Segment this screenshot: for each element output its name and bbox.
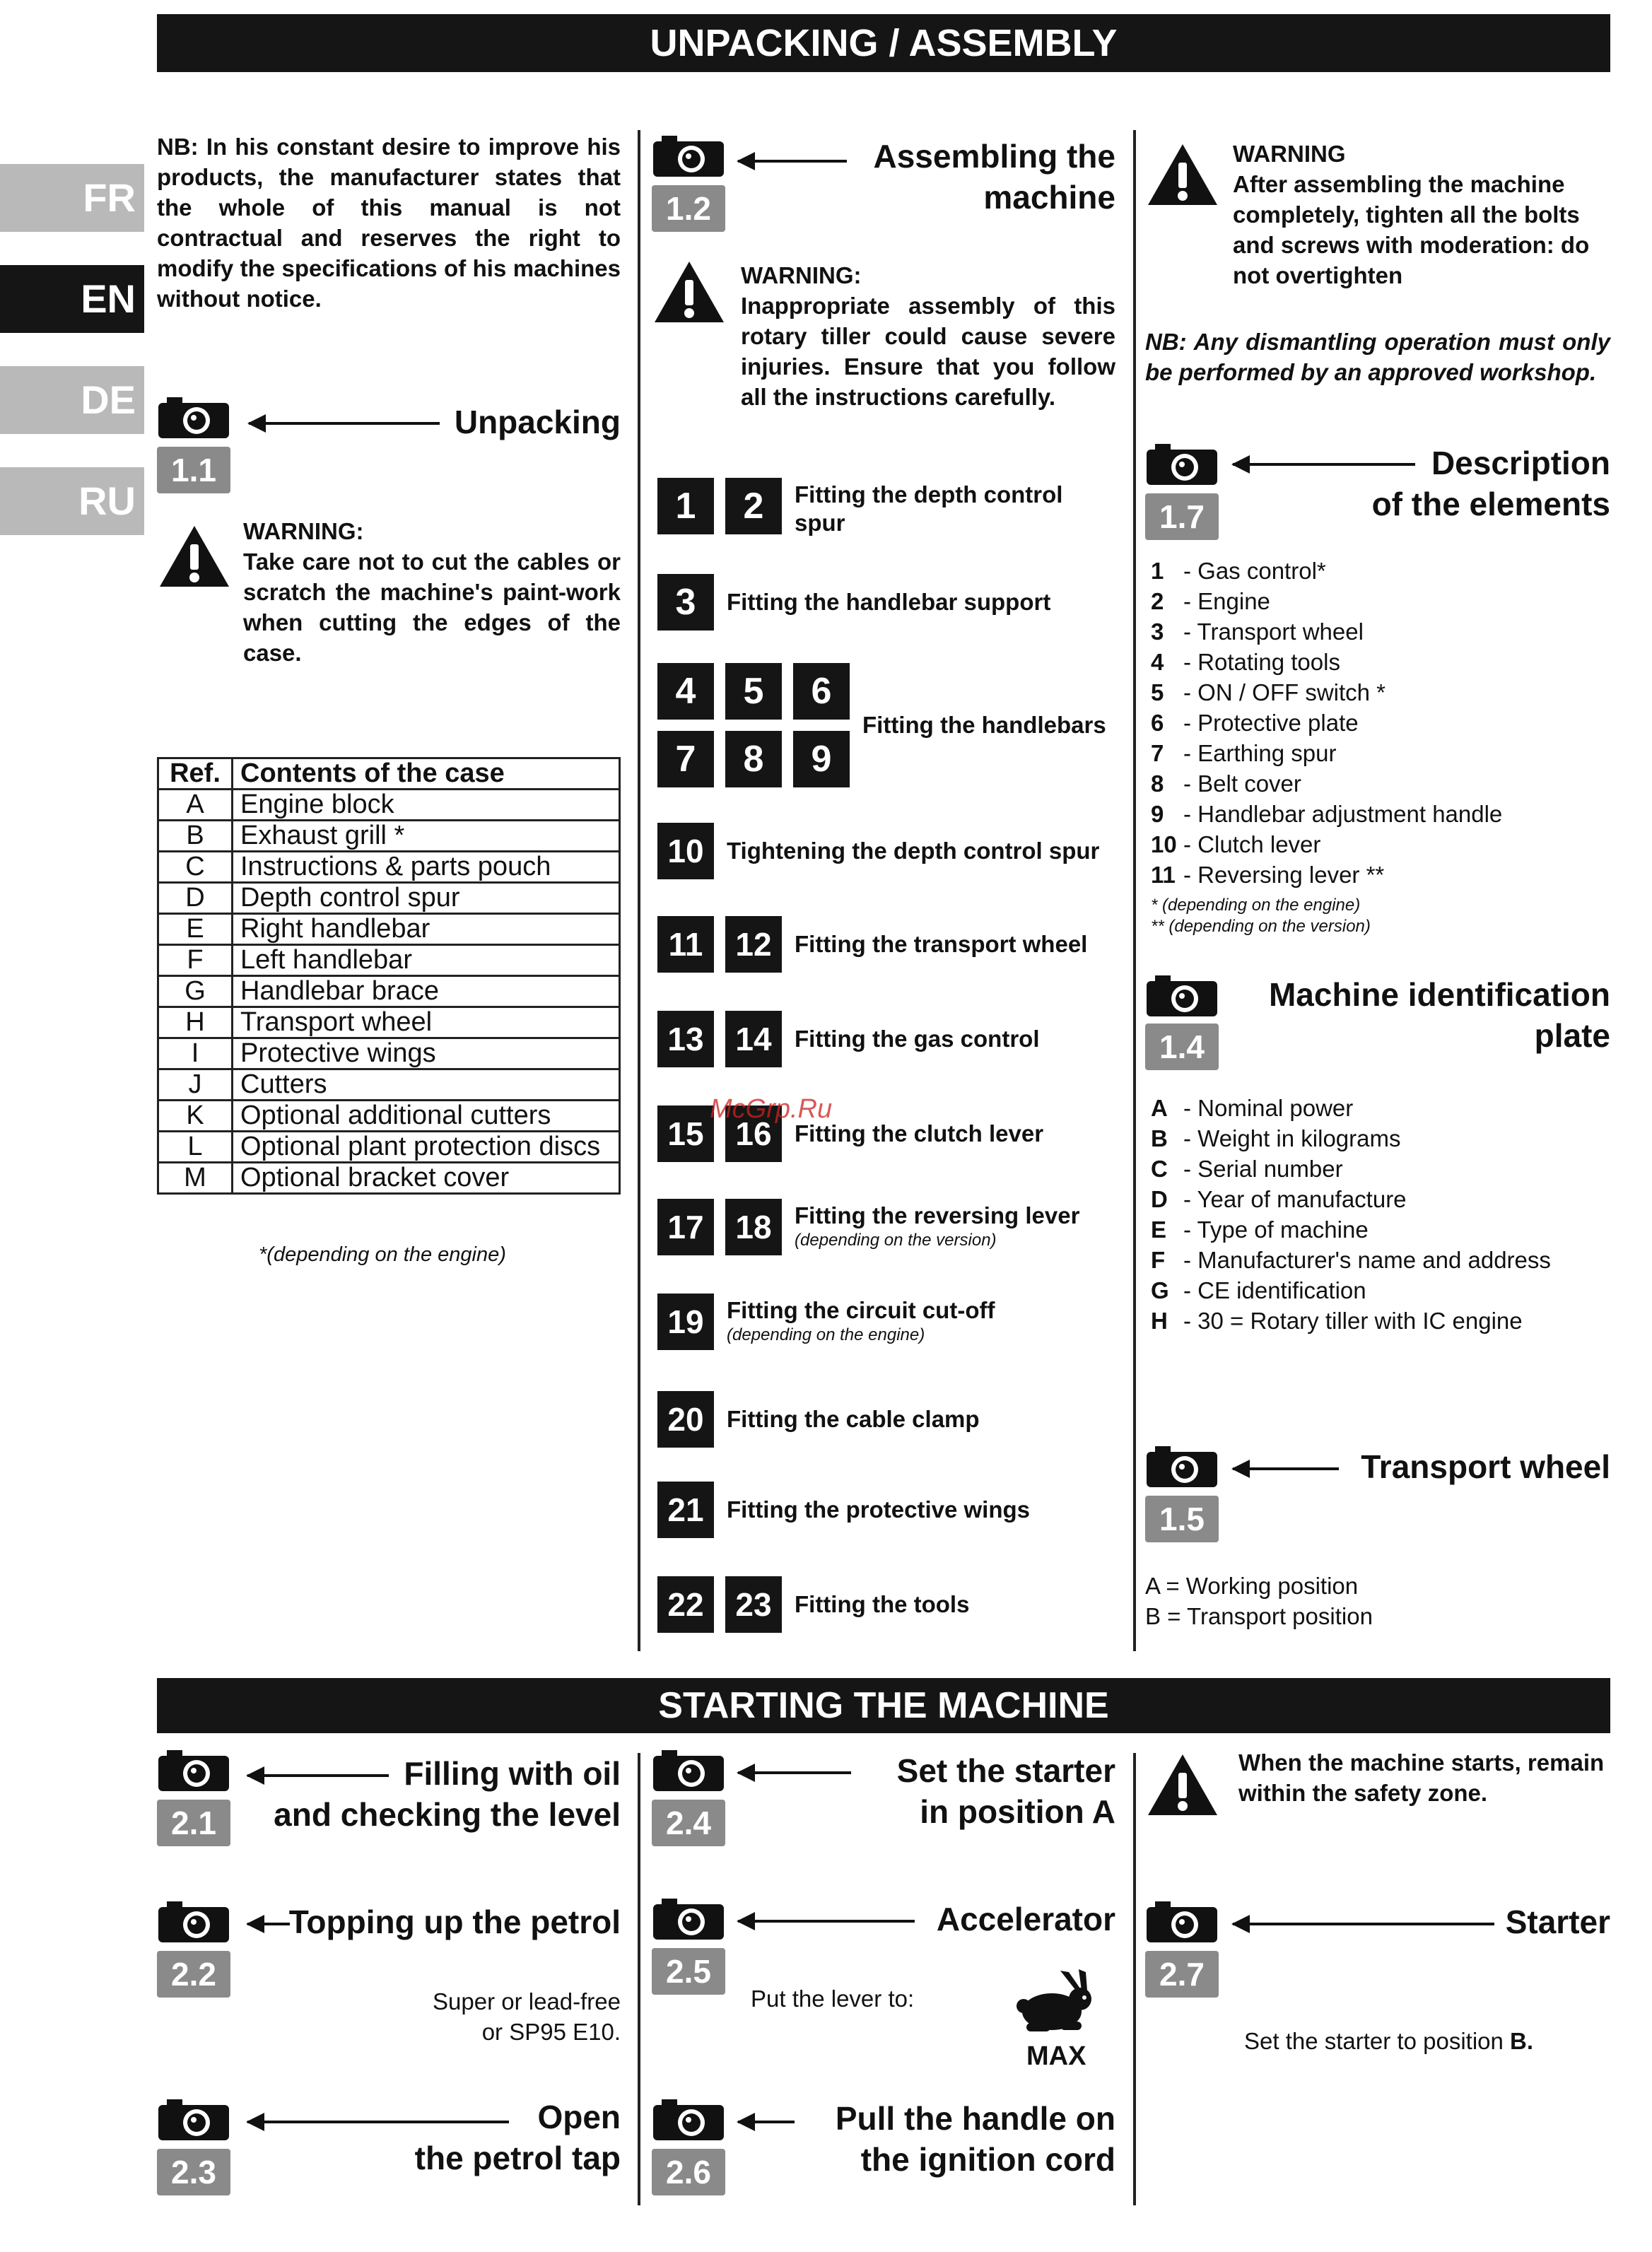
list-item [1151, 1184, 1610, 1214]
petrol-note-2: or SP95 E10. [481, 2019, 621, 2045]
right-warning-text: After assembling the machine completely, tighten all the bolts and screws with moderation: do not overtighten [1233, 171, 1590, 288]
contents-footnote: *(depending on the engine) [259, 1243, 506, 1266]
list-item-text: - Gas control* [1183, 558, 1326, 584]
heading-pull-handle-line2: the ignition cord [860, 2141, 1115, 2178]
table-cell-ref: H [158, 1007, 233, 1038]
figure-ref-1-5: 1.5 [1145, 1496, 1219, 1542]
step-number-box: 18 [725, 1199, 782, 1255]
arrow-pointer [738, 1771, 851, 1774]
step-label [727, 837, 1120, 865]
step-label-text: Fitting the cable clamp [727, 1406, 980, 1432]
list-item-key: A [1151, 1095, 1168, 1121]
list-item [1151, 616, 1610, 647]
list-item-key: G [1151, 1277, 1169, 1303]
list-item-text: - Year of manufacture [1183, 1186, 1407, 1212]
camera-icon [652, 1897, 725, 1945]
step-label [795, 1590, 1120, 1619]
table-row [158, 976, 620, 1007]
list-item-key: 9 [1151, 801, 1164, 827]
table-cell-content: Handlebar brace [233, 976, 620, 1007]
list-item-key: B [1151, 1125, 1168, 1151]
contents-table [157, 757, 621, 1195]
table-row [158, 914, 620, 945]
table-row [158, 1069, 620, 1101]
safety-zone-warning: When the machine starts, remain within the safety zone. [1238, 1749, 1605, 1806]
table-row [158, 883, 620, 914]
table-cell-ref: K [158, 1101, 233, 1132]
arrow-pointer [1233, 1467, 1339, 1470]
accelerator-note: Put the lever to: [751, 1986, 915, 2012]
table-cell-content: Optional plant protection discs [233, 1132, 620, 1163]
list-item-text: - Reversing lever ** [1183, 862, 1385, 888]
section-header-unpacking-text: UNPACKING / ASSEMBLY [650, 22, 1118, 64]
list-item [1151, 708, 1610, 738]
table-cell-ref: B [158, 821, 233, 852]
table-cell-content: Cutters [233, 1069, 620, 1101]
camera-icon [157, 1900, 230, 1947]
step-label [727, 588, 1120, 616]
table-row [158, 790, 620, 821]
table-cell-content: Protective wings [233, 1038, 620, 1069]
camera-icon [157, 1749, 230, 1796]
arrow-pointer [1233, 1923, 1494, 1925]
arrow-pointer [738, 1920, 915, 1923]
figure-ref-2-2: 2.2 [157, 1951, 230, 1998]
step-label [795, 481, 1120, 537]
table-cell-content: Engine block [233, 790, 620, 821]
list-item-text: - ON / OFF switch * [1183, 679, 1386, 705]
warning-icon [652, 259, 727, 329]
camera-icon [157, 2098, 230, 2145]
list-item-key: 3 [1151, 618, 1164, 645]
step-label-text: Fitting the circuit cut-off [727, 1297, 995, 1323]
table-cell-ref: E [158, 914, 233, 945]
heading-unpacking: Unpacking [454, 404, 621, 440]
list-item-key: 10 [1151, 831, 1177, 857]
list-item-text: - CE identification [1183, 1277, 1366, 1303]
table-row [158, 1101, 620, 1132]
table-row [158, 1007, 620, 1038]
step-label [862, 711, 1120, 739]
table-row [158, 821, 620, 852]
list-item-key: F [1151, 1247, 1166, 1273]
heading-topping-petrol: Topping up the petrol [288, 1904, 621, 1940]
camera-icon [652, 2098, 725, 2145]
list-item [1151, 1275, 1610, 1306]
list-item [1151, 1245, 1610, 1275]
description-list [1151, 556, 1610, 890]
heading-filling-oil-line1: Filling with oil [404, 1755, 621, 1792]
figure-ref-1-7: 1.7 [1145, 493, 1219, 540]
assembling-warning-title: WARNING: [741, 262, 862, 288]
step-label [795, 1202, 1120, 1251]
step-label-text: Fitting the reversing lever [795, 1202, 1080, 1228]
arrow-pointer [738, 160, 847, 163]
heading-description-line1: Description [1431, 445, 1610, 481]
step-number-box: 11 [657, 916, 714, 973]
unpacking-warning-text: Take care not to cut the cables or scratch the machine's paint-work when cutting the edges of the case. [243, 549, 621, 666]
section-header-starting-text: STARTING THE MACHINE [658, 1685, 1109, 1726]
figure-ref-2-6: 2.6 [652, 2149, 725, 2195]
table-row [158, 1132, 620, 1163]
step-label-note: (depending on the engine) [727, 1325, 925, 1344]
list-item [1151, 677, 1610, 708]
transport-position-a: A = Working position [1145, 1573, 1359, 1599]
table-cell-content: Optional additional cutters [233, 1101, 620, 1132]
table-header-row [158, 758, 620, 790]
list-item [1151, 829, 1610, 860]
arrow-pointer [249, 422, 440, 425]
step-label-text: Fitting the gas control [795, 1026, 1040, 1052]
heading-assembling-line1: Assembling the [873, 138, 1115, 175]
assembling-warning-text: Inappropriate assembly of this rotary tiller could cause severe injuries. Ensure that you follow all the instructions carefully. [741, 293, 1115, 410]
list-item-key: E [1151, 1216, 1167, 1243]
lang-tab-en[interactable]: EN [0, 265, 144, 333]
camera-icon [1145, 1445, 1219, 1492]
step-label [795, 1120, 1120, 1148]
heading-plate-line2: plate [1534, 1017, 1610, 1054]
description-note-1: * (depending on the engine) [1151, 896, 1361, 915]
heading-open-tap-line2: the petrol tap [414, 2140, 621, 2176]
camera-icon [652, 1749, 725, 1796]
table-cell-ref: G [158, 976, 233, 1007]
camera-icon [652, 134, 725, 182]
table-cell-ref: D [158, 883, 233, 914]
figure-ref-2-3: 2.3 [157, 2149, 230, 2195]
warning-icon [1145, 141, 1220, 211]
step-number-box: 16 [725, 1106, 782, 1162]
table-cell-ref: L [158, 1132, 233, 1163]
step-number-box: 17 [657, 1199, 714, 1255]
list-item-text: - Handlebar adjustment handle [1183, 801, 1503, 827]
table-cell-ref: I [158, 1038, 233, 1069]
camera-icon [157, 396, 230, 443]
list-item-key: C [1151, 1156, 1168, 1182]
step-label [795, 930, 1120, 958]
list-item-key: 7 [1151, 740, 1164, 766]
list-item-key: 2 [1151, 588, 1164, 614]
step-label [795, 1025, 1120, 1053]
heading-transport-wheel: Transport wheel [1361, 1448, 1610, 1485]
table-row [158, 852, 620, 883]
list-item-key: 5 [1151, 679, 1164, 705]
step-number-box: 2 [725, 478, 782, 534]
figure-ref-2-5: 2.5 [652, 1948, 725, 1995]
camera-icon [1145, 442, 1219, 490]
heading-starter-a-line1: Set the starter [896, 1752, 1115, 1789]
list-item-text: - Weight in kilograms [1183, 1125, 1401, 1151]
list-item [1151, 738, 1610, 768]
heading-description-line2: of the elements [1371, 486, 1610, 522]
figure-ref-2-1: 2.1 [157, 1800, 230, 1846]
list-item [1151, 1093, 1610, 1123]
nb-dismantling: NB: Any dismantling operation must only be performed by an approved workshop. [1145, 329, 1610, 385]
step-number-box: 6 [793, 663, 850, 720]
heading-filling-oil-line2: and checking the level [274, 1796, 621, 1833]
column-divider-3 [638, 1753, 640, 2205]
step-number-box: 12 [725, 916, 782, 973]
step-label-text: Fitting the depth control spur [795, 481, 1063, 536]
lang-tab-ru[interactable]: RU [0, 467, 144, 535]
list-item-text: - Rotating tools [1183, 649, 1340, 675]
list-item-key: 11 [1151, 862, 1176, 888]
right-warning-title: WARNING [1233, 141, 1346, 167]
heading-starter: Starter [1505, 1904, 1610, 1940]
watermark: McGrp.Ru [710, 1094, 833, 1124]
table-cell-ref: J [158, 1069, 233, 1101]
list-item-text: - Engine [1183, 588, 1270, 614]
step-number-box: 7 [657, 731, 714, 787]
camera-icon [1145, 974, 1219, 1021]
list-item [1151, 768, 1610, 799]
step-number-box: 9 [793, 731, 850, 787]
step-number-box: 3 [657, 574, 714, 631]
list-item [1151, 647, 1610, 677]
lang-tab-de[interactable]: DE [0, 366, 144, 434]
list-item [1151, 1306, 1610, 1336]
table-cell-content: Instructions & parts pouch [233, 852, 620, 883]
step-label-text: Fitting the handlebars [862, 712, 1106, 738]
list-item-text: - Nominal power [1183, 1095, 1354, 1121]
figure-ref-1-1: 1.1 [157, 447, 230, 493]
section-header-starting [157, 1678, 1610, 1733]
list-item-key: 6 [1151, 710, 1164, 736]
transport-position-b: B = Transport position [1145, 1603, 1373, 1629]
step-label-text: Fitting the tools [795, 1591, 970, 1617]
step-label-text: Fitting the transport wheel [795, 931, 1088, 957]
nb-intro: NB: In his constant desire to improve his products, the manufacturer states that the whole of this manual is not contractual and reserves the right to modify the specifications of his machines without notice. [157, 134, 621, 312]
list-item-text: - Manufacturer's name and address [1183, 1247, 1551, 1273]
table-cell-content: Exhaust grill * [233, 821, 620, 852]
plate-list [1151, 1093, 1610, 1336]
heading-open-tap-line1: Open [537, 2099, 621, 2135]
table-header-ref: Ref. [158, 758, 233, 790]
step-label-text: Fitting the handlebar support [727, 589, 1051, 615]
list-item-key: 4 [1151, 649, 1164, 675]
heading-assembling-line2: machine [983, 179, 1115, 216]
figure-ref-1-2: 1.2 [652, 185, 725, 232]
description-note-2: ** (depending on the version) [1151, 917, 1371, 936]
step-number-box: 14 [725, 1011, 782, 1067]
list-item-text: - Transport wheel [1183, 618, 1364, 645]
camera-icon [1145, 1900, 1219, 1947]
starter-note [1244, 2026, 1533, 2056]
list-item-key: D [1151, 1186, 1168, 1212]
table-cell-ref: F [158, 945, 233, 976]
list-item [1151, 586, 1610, 616]
column-divider-2 [1133, 130, 1136, 1651]
table-row [158, 1038, 620, 1069]
table-cell-ref: C [158, 852, 233, 883]
list-item [1151, 1154, 1610, 1184]
list-item [1151, 799, 1610, 829]
table-row [158, 945, 620, 976]
warning-icon [1145, 1752, 1220, 1822]
table-cell-content: Transport wheel [233, 1007, 620, 1038]
list-item-key: 1 [1151, 558, 1164, 584]
max-label: MAX [1026, 2041, 1086, 2071]
unpacking-warning-title: WARNING: [243, 518, 364, 544]
step-number-box: 13 [657, 1011, 714, 1067]
figure-ref-2-4: 2.4 [652, 1800, 725, 1846]
list-item-text: - Earthing spur [1183, 740, 1337, 766]
list-item-text: - Belt cover [1183, 770, 1301, 797]
starter-note-position: B. [1510, 2028, 1534, 2054]
step-number-box: 19 [657, 1294, 714, 1350]
step-number-box: 8 [725, 731, 782, 787]
table-cell-ref: M [158, 1163, 233, 1194]
step-number-box: 10 [657, 823, 714, 879]
table-cell-ref: A [158, 790, 233, 821]
column-divider-1 [638, 130, 640, 1651]
list-item-text: - 30 = Rotary tiller with IC engine [1183, 1308, 1523, 1334]
figure-ref-1-4: 1.4 [1145, 1024, 1219, 1070]
list-item-text: - Clutch lever [1183, 831, 1321, 857]
arrow-pointer [738, 2121, 795, 2123]
table-header-contents: Contents of the case [233, 758, 620, 790]
heading-starter-a-line2: in position A [920, 1793, 1115, 1830]
step-label [727, 1496, 1120, 1524]
step-number-box: 21 [657, 1482, 714, 1538]
list-item [1151, 1123, 1610, 1154]
rabbit-icon [1011, 1969, 1096, 2038]
list-item-text: - Type of machine [1183, 1216, 1369, 1243]
step-label [727, 1296, 1120, 1346]
table-cell-content: Right handlebar [233, 914, 620, 945]
lang-tab-fr[interactable]: FR [0, 164, 144, 232]
list-item-key: H [1151, 1308, 1168, 1334]
step-number-box: 15 [657, 1106, 714, 1162]
step-label-text: Fitting the protective wings [727, 1496, 1031, 1523]
list-item-text: - Serial number [1183, 1156, 1343, 1182]
list-item [1151, 860, 1610, 890]
starter-note-text: Set the starter to position [1244, 2028, 1511, 2054]
heading-accelerator: Accelerator [936, 1901, 1115, 1937]
heading-plate-line1: Machine identification [1268, 976, 1610, 1013]
column-divider-4 [1133, 1753, 1136, 2205]
step-number-box: 4 [657, 663, 714, 720]
petrol-note-1: Super or lead-free [433, 1988, 621, 2015]
figure-ref-2-7: 2.7 [1145, 1951, 1219, 1998]
step-label [727, 1405, 1120, 1433]
table-cell-content: Depth control spur [233, 883, 620, 914]
warning-icon [157, 523, 232, 593]
step-number-box: 5 [725, 663, 782, 720]
list-item [1151, 556, 1610, 586]
list-item-key: 8 [1151, 770, 1164, 797]
table-cell-content: Left handlebar [233, 945, 620, 976]
step-label-text: Fitting the clutch lever [795, 1120, 1044, 1146]
step-label-text: Tightening the depth control spur [727, 838, 1100, 864]
heading-pull-handle-line1: Pull the handle on [835, 2100, 1115, 2137]
step-label-note: (depending on the version) [795, 1231, 997, 1250]
list-item-text: - Protective plate [1183, 710, 1359, 736]
list-item [1151, 1214, 1610, 1245]
step-number-box: 22 [657, 1576, 714, 1633]
section-header-unpacking [157, 14, 1610, 72]
step-number-box: 23 [725, 1576, 782, 1633]
step-number-box: 20 [657, 1391, 714, 1448]
table-row [158, 1163, 620, 1194]
table-cell-content: Optional bracket cover [233, 1163, 620, 1194]
step-number-box: 1 [657, 478, 714, 534]
